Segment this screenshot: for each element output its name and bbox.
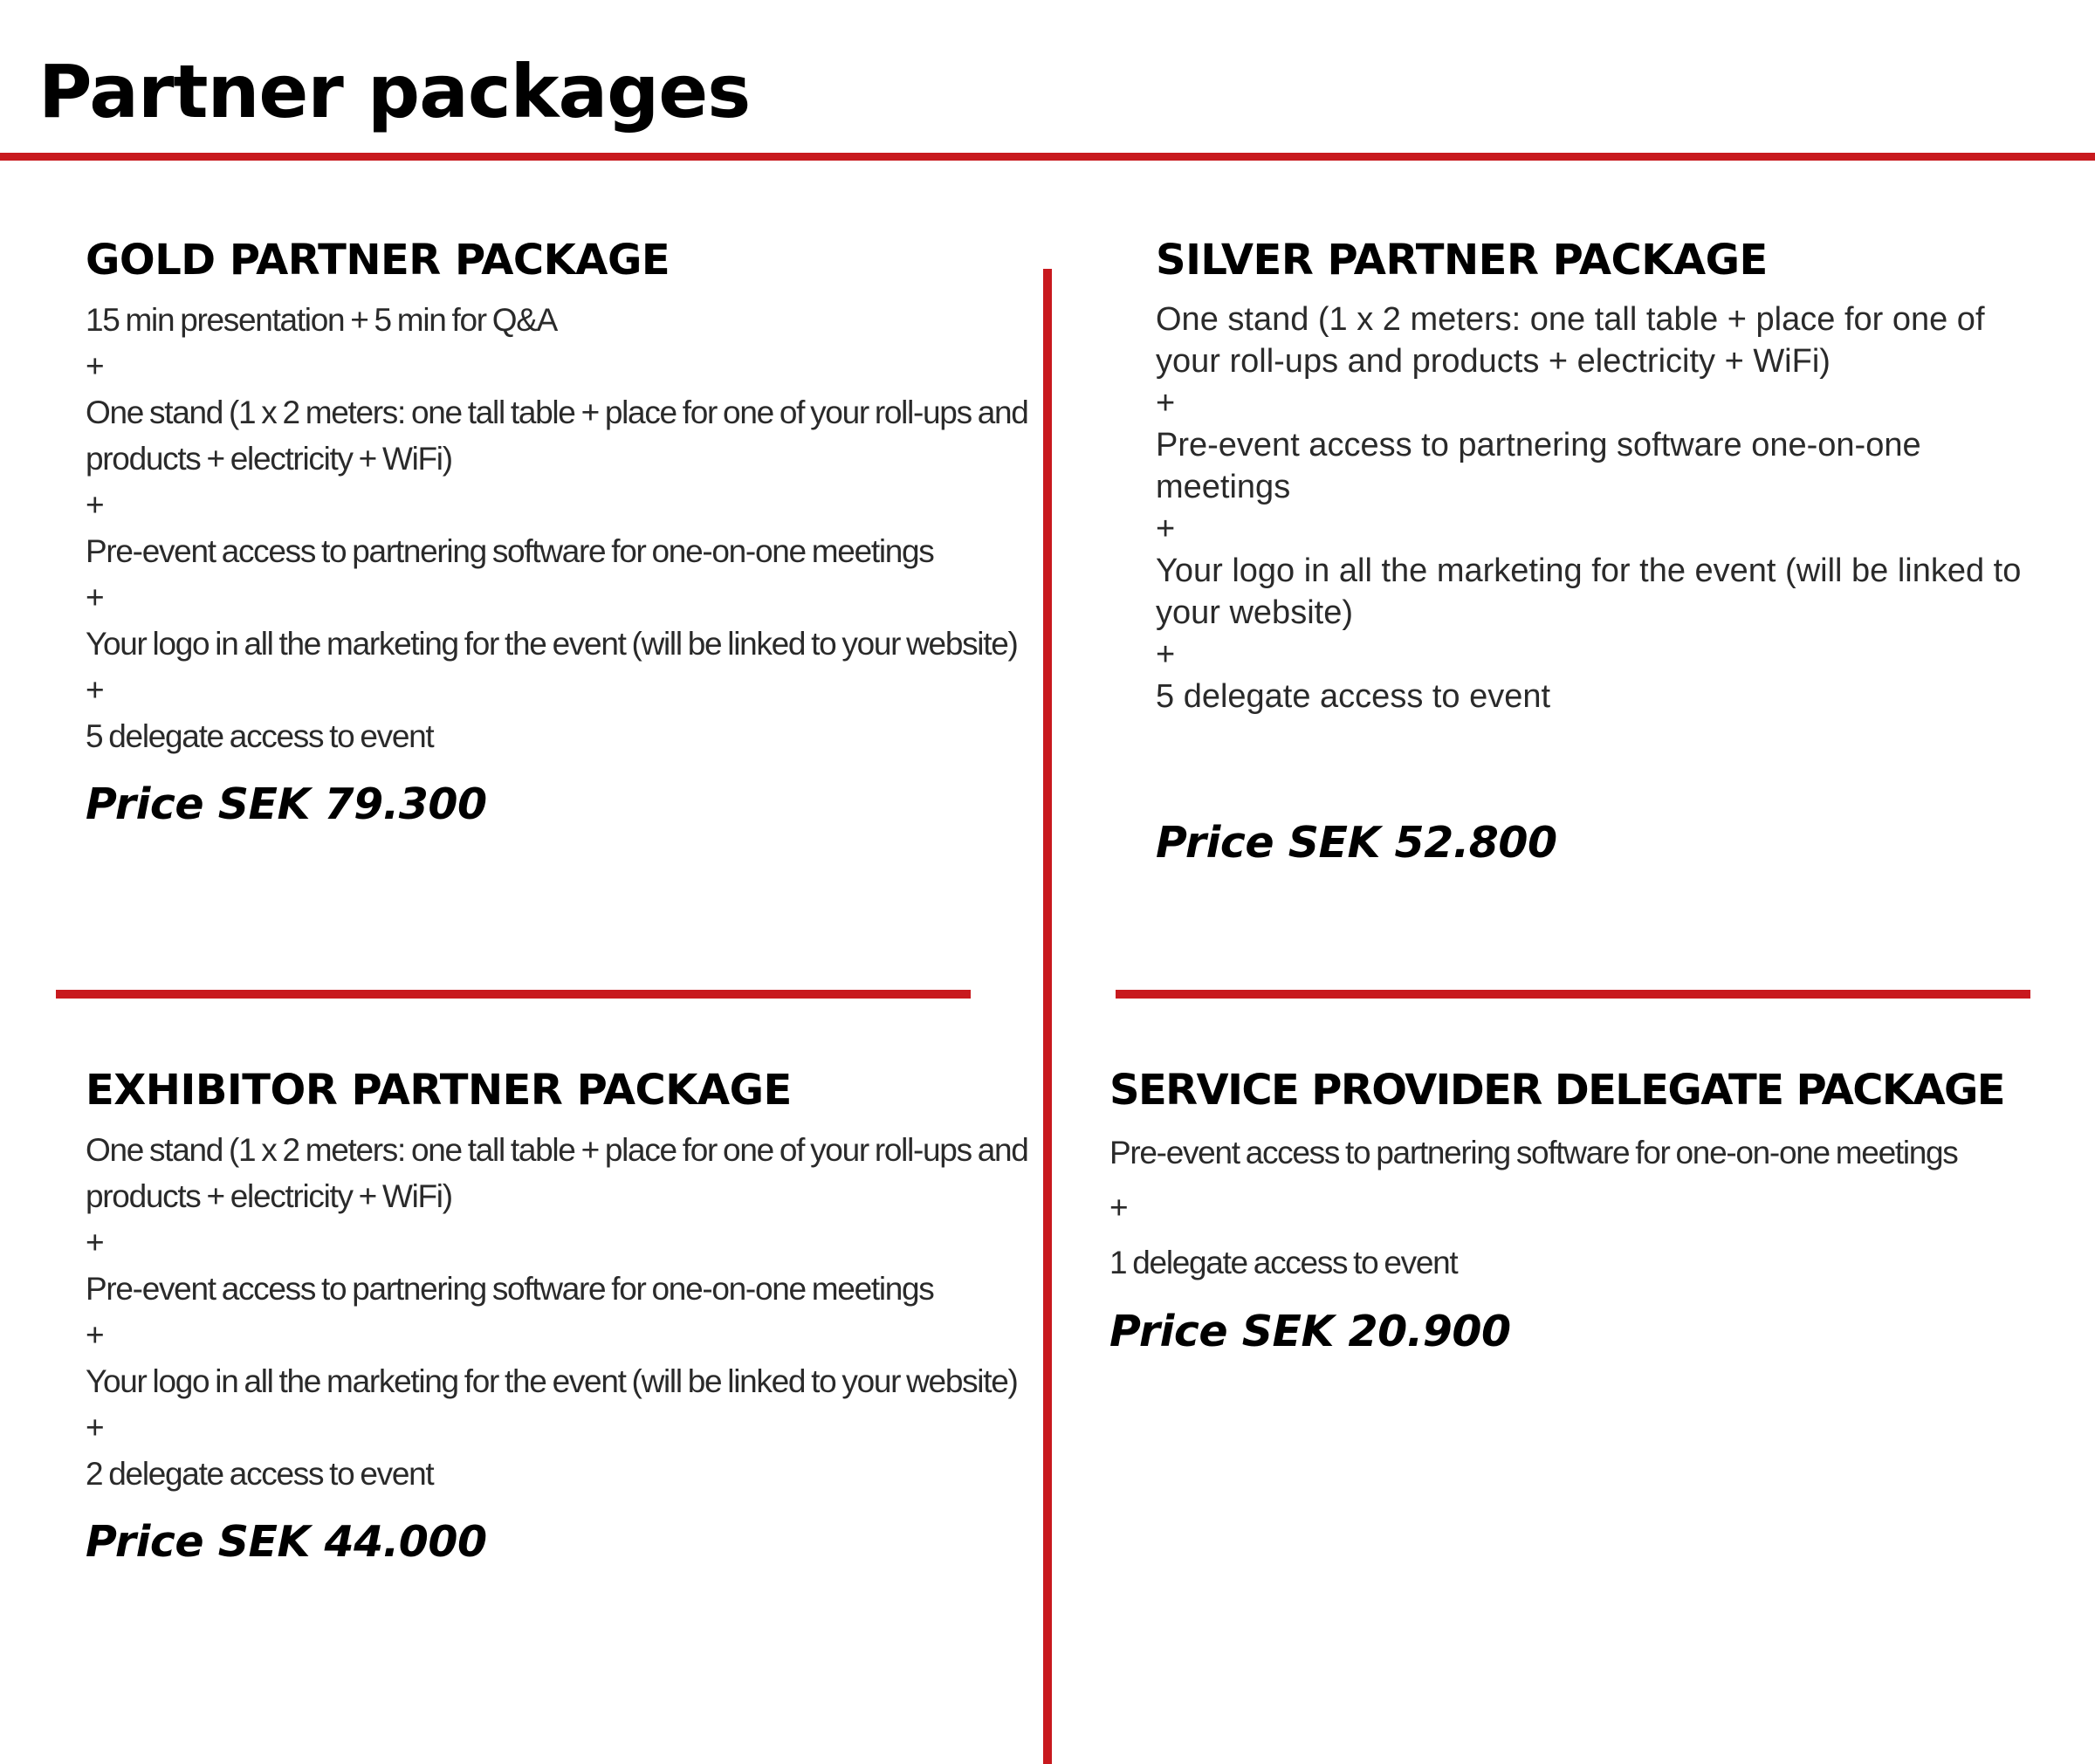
plus-separator: + [86,487,104,523]
package-price: Price SEK 44.000 [86,1517,487,1567]
plus-separator: + [1156,385,1176,422]
plus-separator: + [86,1317,104,1353]
gold-package [86,234,1037,831]
feature-item: Your logo in all the marketing for the event (will be linked to your website) [86,1363,1018,1399]
package-features [1109,1125,2043,1290]
page-title: Partner packages [38,49,751,134]
feature-item: Pre-event access to partnering software one-on-one meetings [1156,427,1921,505]
feature-item: Pre-event access to partnering software for one-on-one meetings [86,1271,934,1307]
feature-item: 5 delegate access to event [1156,678,1551,715]
left-row-divider [56,990,971,999]
plus-separator: + [86,580,104,615]
package-title: SILVER PARTNER PACKAGE [1156,236,1768,285]
package-title: SERVICE PROVIDER DELEGATE PACKAGE [1109,1066,2004,1115]
feature-item: Your logo in all the marketing for the event (will be linked to your website) [1156,553,2022,631]
feature-item: 2 delegate access to event [86,1456,434,1492]
plus-separator: + [1109,1190,1128,1225]
plus-separator: + [1156,511,1176,547]
service-provider-package [1109,1064,2043,1358]
package-features [86,297,1037,759]
exhibitor-package [86,1064,1037,1568]
header-divider [0,153,2095,161]
feature-item: Pre-event access to partnering software for one-on-one meetings [1109,1135,1958,1170]
feature-item: One stand (1 x 2 meters: one tall table + place for one of your roll-ups and products + electricity + WiFi) [86,395,1028,477]
feature-item: 5 delegate access to event [86,718,434,754]
package-price: Price SEK 79.300 [86,779,487,829]
plus-separator: + [86,1225,104,1260]
package-features [86,1127,1037,1497]
package-price: Price SEK 20.900 [1109,1307,1511,1356]
right-row-divider [1116,990,2030,999]
package-title: EXHIBITOR PARTNER PACKAGE [86,1066,792,1115]
package-features [1156,299,2046,717]
package-title: GOLD PARTNER PACKAGE [86,236,670,285]
silver-package [1156,234,2046,869]
column-divider [1043,269,1052,1764]
feature-item: One stand (1 x 2 meters: one tall table + place for one of your roll-ups and products + electricity + WiFi) [86,1132,1028,1214]
plus-separator: + [1156,636,1176,673]
plus-separator: + [86,348,104,384]
feature-item: Pre-event access to partnering software for one-on-one meetings [86,533,934,569]
package-price: Price SEK 52.800 [1156,818,1557,868]
feature-item: One stand (1 x 2 meters: one tall table + place for one of your roll-ups and products + electricity + WiFi) [1156,301,1985,380]
plus-separator: + [86,672,104,708]
feature-item: 15 min presentation + 5 min for Q&A [86,302,557,338]
feature-item: Your logo in all the marketing for the event (will be linked to your website) [86,626,1018,662]
plus-separator: + [86,1410,104,1445]
feature-item: 1 delegate access to event [1109,1245,1458,1280]
